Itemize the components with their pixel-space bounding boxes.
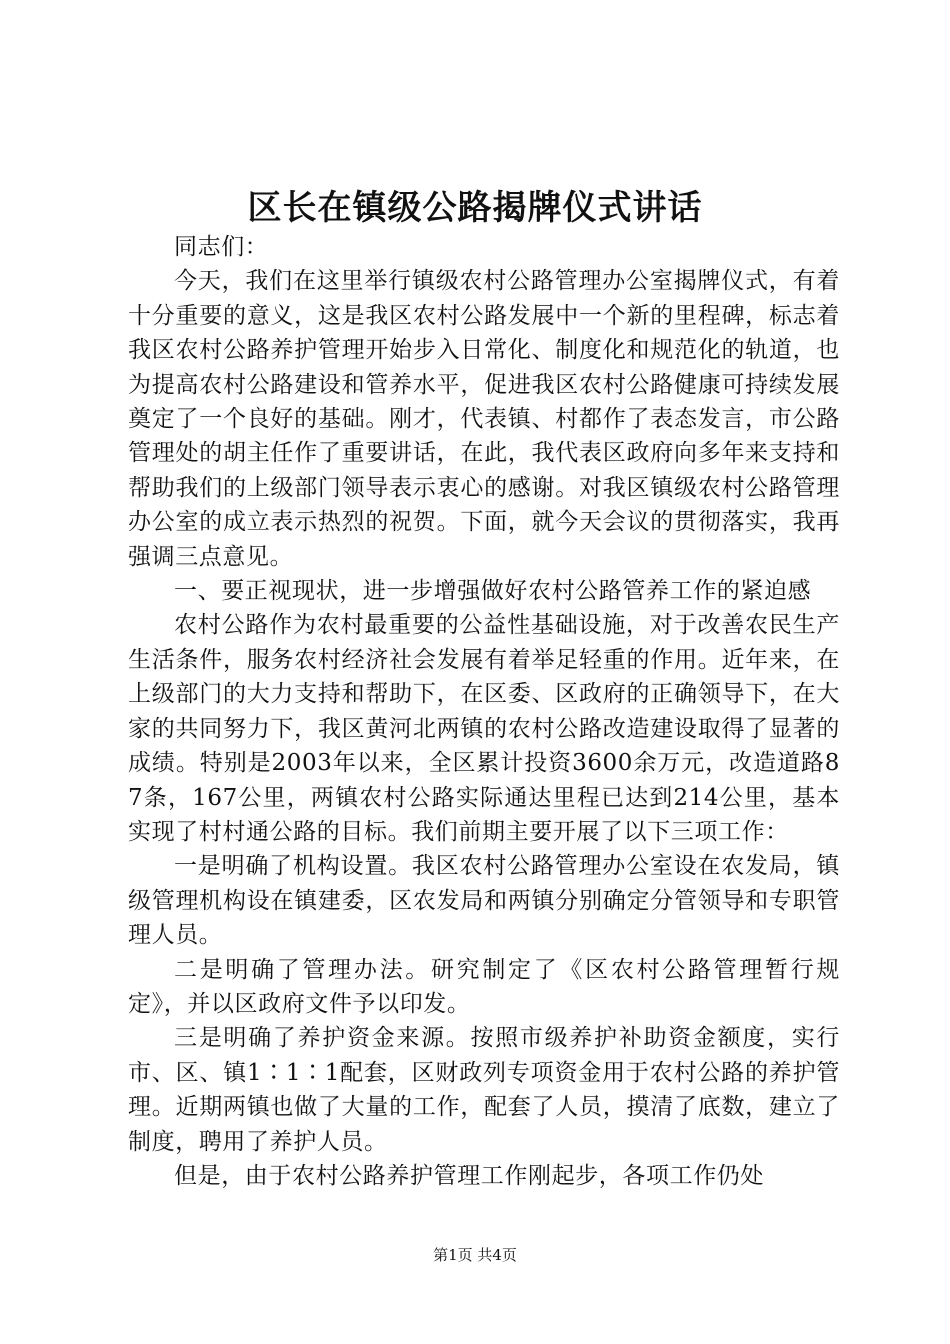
document-title: 区长在镇级公路揭牌仪式讲话 bbox=[247, 188, 703, 228]
document-body bbox=[128, 230, 840, 1193]
section-heading-paragraph: 一、要正视现状，进一步增强做好农村公路管养工作的紧迫感 bbox=[174, 578, 812, 605]
body-paragraph: 一是明确了机构设置。我区农村公路管理办公室设在农发局，镇级管理机构设在镇建委，区农发局和两镇分别确定分管领导和专职管理人员。 bbox=[128, 853, 840, 949]
body-paragraph: 农村公路作为农村最重要的公益性基础设施，对于改善农民生产生活条件，服务农村经济社会发展有着举足轻重的作用。近年来，在上级部门的大力支持和帮助下，在区委、区政府的正确领导下，在大家的共同努力下，我区黄河北两镇的农村公路改造建设取得了显著的成绩。特别是2003年以来，全区累计投资3600余万元，改造道路87条，167公里，两镇农村公路实际通达里程已达到214公里，基本实现了村村通公路的目标。我们前期主要开展了以下三项工作： bbox=[128, 612, 840, 845]
body-paragraph: 但是，由于农村公路养护管理工作刚起步，各项工作仍处 bbox=[174, 1162, 764, 1189]
salutation-paragraph: 同志们： bbox=[174, 234, 269, 260]
body-paragraph: 三是明确了养护资金来源。按照市级养护补助资金额度，实行市、区、镇1∶1∶1配套，区财政列专项资金用于农村公路的养护管理。近期两镇也做了大量的工作，配套了人员，摸清了底数，建立了制度，聘用了养护人员。 bbox=[128, 1025, 840, 1155]
body-paragraph: 今天，我们在这里举行镇级农村公路管理办公室揭牌仪式，有着十分重要的意义，这是我区农村公路发展中一个新的里程碑，标志着我区农村公路养护管理开始步入日常化、制度化和规范化的轨道，也为提高农村公路建设和管养水平，促进我区农村公路健康可持续发展奠定了一个良好的基础。刚才，代表镇、村都作了表态发言，市公路管理处的胡主任作了重要讲话，在此，我代表区政府向多年来支持和帮助我们的上级部门领导表示衷心的感谢。对我区镇级农村公路管理办公室的成立表示热烈的祝贺。下面，就今天会议的贯彻落实，我再强调三点意见。 bbox=[128, 268, 840, 570]
body-paragraph: 二是明确了管理办法。研究制定了《区农村公路管理暂行规定》，并以区政府文件予以印发。 bbox=[128, 956, 840, 1017]
page-footer: 第1页 共4页 bbox=[433, 1246, 517, 1264]
